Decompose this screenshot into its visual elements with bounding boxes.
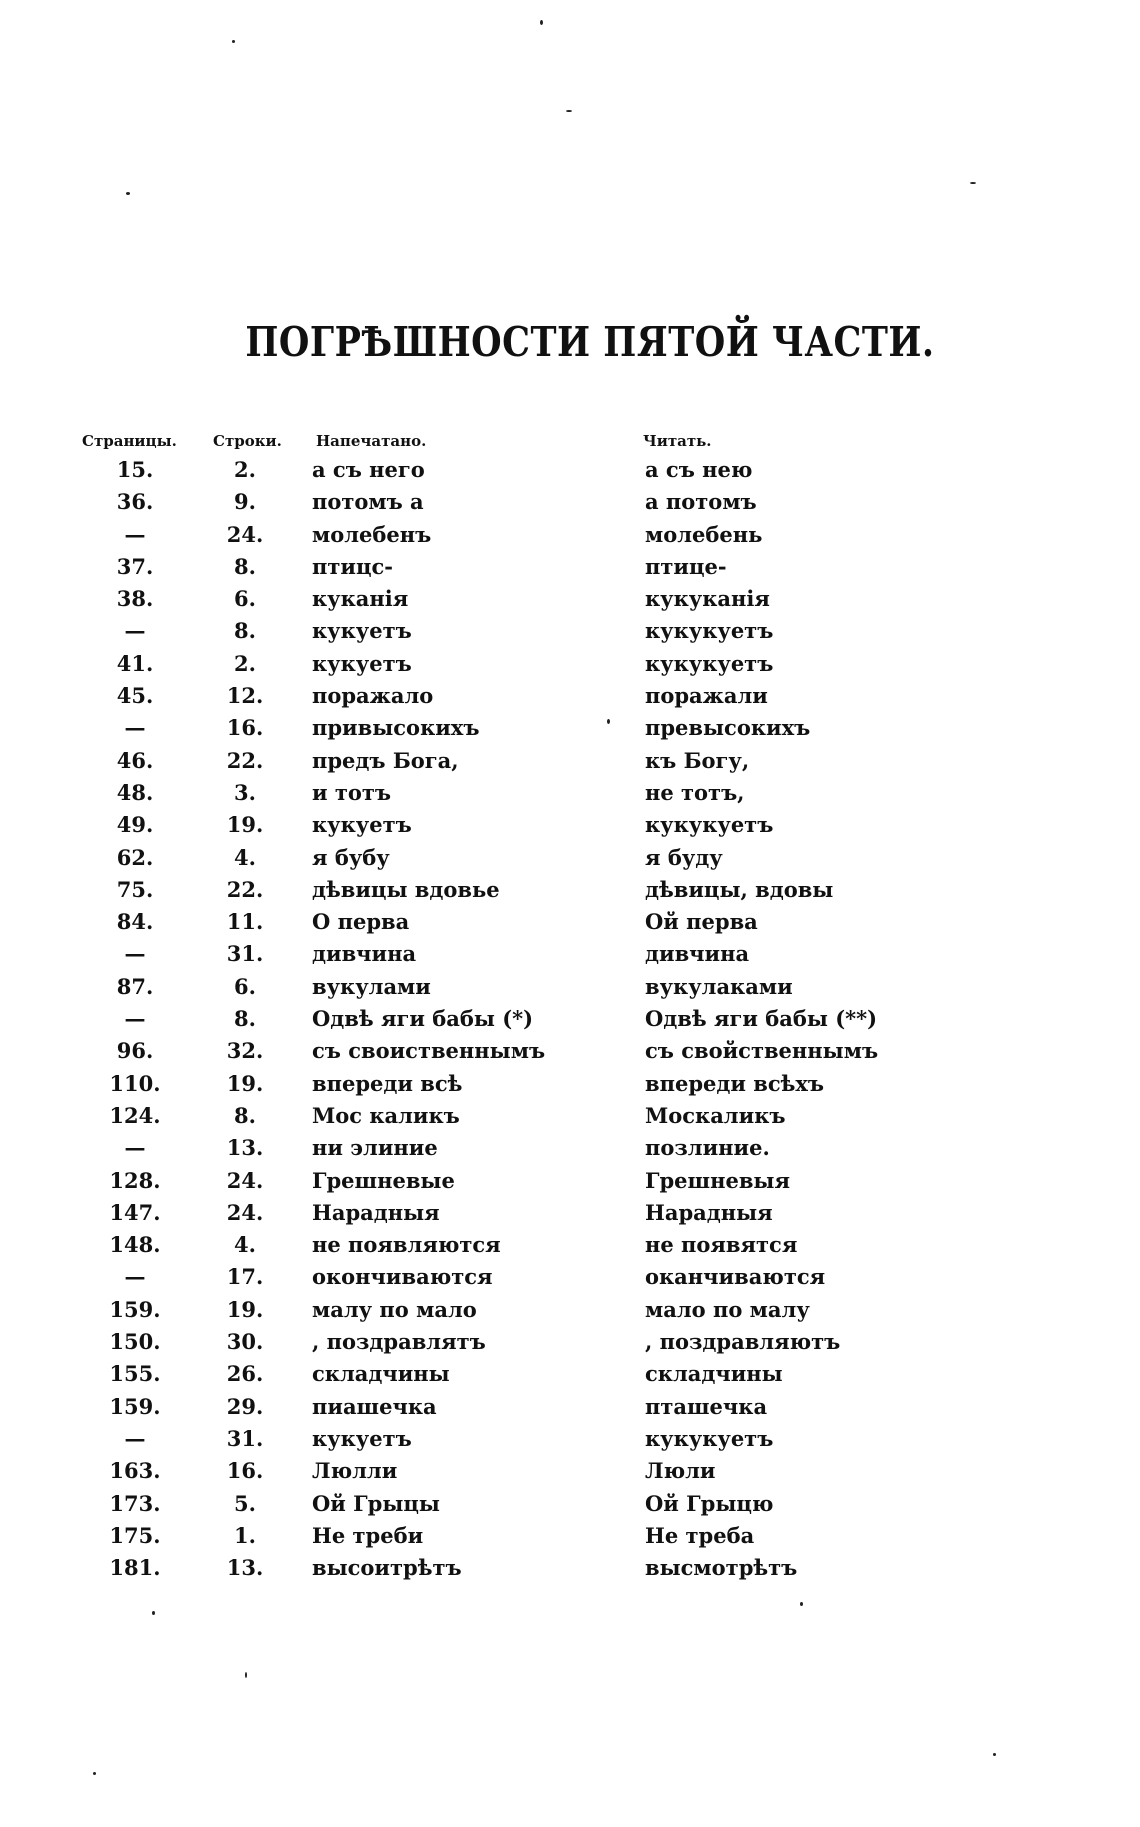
errata-printed-text: Одвѣ яги бабы (*) (312, 1006, 534, 1032)
errata-page-number: 15. (116, 457, 154, 482)
errata-correct-text: дѣвицы, вдовы (645, 876, 834, 902)
errata-row (0, 551, 1140, 583)
errata-printed-text: кукуетъ (312, 1425, 412, 1451)
errata-line-number: 19. (226, 812, 264, 838)
errata-line-number: 6. (234, 973, 256, 999)
print-speck (993, 1753, 996, 1756)
errata-line-number: 3. (234, 779, 256, 805)
errata-line-number: 13. (226, 1135, 264, 1161)
errata-row (0, 1197, 1140, 1229)
errata-printed-text: высоитрѣтъ (312, 1555, 462, 1581)
errata-correct-text: Грешневыя (645, 1167, 791, 1193)
errata-correct-text: позлиние. (645, 1135, 770, 1161)
errata-printed-text: дѣвицы вдовье (312, 876, 500, 902)
errata-line-number: 16. (226, 715, 264, 741)
errata-row (0, 519, 1140, 551)
errata-correct-text: кукукуетъ (645, 1425, 774, 1451)
errata-correct-text: кукукуетъ (645, 812, 774, 838)
errata-correct-text: птице- (645, 553, 727, 579)
errata-correct-text: съ свойственнымъ (645, 1038, 879, 1064)
errata-line-number: 9. (234, 489, 256, 515)
errata-correct-text: вукулаками (645, 973, 793, 999)
errata-page-number: 46. (116, 747, 154, 773)
errata-row (0, 1165, 1140, 1197)
errata-row (0, 1100, 1140, 1132)
errata-line-number: 16. (226, 1458, 264, 1484)
errata-correct-text: Москаликъ (645, 1102, 786, 1128)
errata-page-number: 96. (116, 1038, 154, 1064)
errata-correct-text: складчины (645, 1361, 783, 1387)
errata-printed-text: Грешневые (312, 1167, 455, 1193)
errata-printed-text: малу по мало (312, 1296, 477, 1322)
errata-row (0, 1552, 1140, 1584)
errata-row (0, 809, 1140, 841)
errata-printed-text: вукулами (312, 973, 431, 999)
errata-line-number: 2. (234, 457, 256, 482)
errata-page-number: 159. (109, 1296, 161, 1322)
errata-correct-text: Одвѣ яги бабы (**) (645, 1006, 878, 1032)
errata-printed-text: а съ него (312, 457, 425, 482)
page-title: ПОГРѢШНОСТИ ПЯТОЙ ЧАСТИ. (245, 318, 935, 367)
errata-page-number: 49. (116, 812, 154, 838)
errata-printed-text: птицс- (312, 553, 393, 579)
errata-page-number: 110. (109, 1070, 161, 1096)
errata-row (0, 1003, 1140, 1035)
errata-table (0, 454, 1140, 1584)
errata-line-number: 8. (234, 618, 256, 644)
print-speck (540, 20, 543, 25)
errata-correct-text: впереди всѣхъ (645, 1070, 825, 1096)
errata-line-number: 30. (226, 1329, 264, 1355)
column-header-line: Строки. (213, 432, 282, 450)
errata-page-number: 163. (109, 1458, 161, 1484)
errata-line-number: 11. (226, 909, 264, 935)
errata-correct-text: кукуканія (645, 586, 770, 612)
errata-correct-text: молебень (645, 521, 763, 547)
errata-row (0, 680, 1140, 712)
errata-line-number: 24. (226, 1199, 264, 1225)
errata-page-number: 155. (109, 1361, 161, 1387)
errata-page-number: 38. (116, 586, 154, 612)
errata-row (0, 1455, 1140, 1487)
errata-printed-text: привысокихъ (312, 715, 480, 741)
print-speck (800, 1602, 803, 1606)
errata-line-number: 31. (226, 941, 264, 967)
errata-page-number: 181. (109, 1555, 161, 1581)
errata-printed-text: кукуетъ (312, 812, 412, 838)
errata-row (0, 1326, 1140, 1358)
errata-printed-text: ни элиние (312, 1135, 438, 1161)
errata-correct-text: кукукуетъ (645, 618, 774, 644)
errata-printed-text: не появляются (312, 1232, 501, 1258)
errata-printed-text: поражало (312, 683, 434, 709)
errata-page-number: — (124, 1264, 146, 1290)
errata-line-number: 24. (226, 1167, 264, 1193)
errata-correct-text: не появятся (645, 1232, 798, 1258)
errata-line-number: 4. (234, 844, 256, 870)
errata-correct-text: высмотрѣтъ (645, 1555, 798, 1581)
print-speck (152, 1611, 155, 1615)
errata-row (0, 745, 1140, 777)
errata-page-number: 87. (116, 973, 154, 999)
errata-correct-text: кукукуетъ (645, 650, 774, 676)
errata-row (0, 486, 1140, 518)
errata-line-number: 1. (234, 1522, 256, 1548)
errata-line-number: 29. (226, 1393, 264, 1419)
errata-page-number: 175. (109, 1522, 161, 1548)
errata-correct-text: я буду (645, 844, 723, 870)
errata-row (0, 1035, 1140, 1067)
print-speck (232, 40, 235, 43)
errata-printed-text: Нарадныя (312, 1199, 440, 1225)
errata-printed-text: куканія (312, 586, 409, 612)
errata-row (0, 1520, 1140, 1552)
errata-printed-text: дивчина (312, 941, 417, 967)
errata-row (0, 648, 1140, 680)
errata-row (0, 1229, 1140, 1261)
column-header-page: Страницы. (82, 432, 177, 450)
errata-page-number: 48. (116, 779, 154, 805)
errata-printed-text: я бубу (312, 844, 390, 870)
print-speck (126, 192, 130, 195)
errata-line-number: 26. (226, 1361, 264, 1387)
errata-row (0, 712, 1140, 744)
errata-line-number: 31. (226, 1425, 264, 1451)
errata-page-number: 148. (109, 1232, 161, 1258)
errata-row (0, 1358, 1140, 1390)
errata-row (0, 1391, 1140, 1423)
errata-correct-text: не тотъ, (645, 779, 745, 805)
errata-line-number: 2. (234, 650, 256, 676)
errata-row (0, 583, 1140, 615)
errata-line-number: 19. (226, 1070, 264, 1096)
errata-printed-text: Мос каликъ (312, 1102, 460, 1128)
errata-correct-text: мало по малу (645, 1296, 810, 1322)
errata-printed-text: , поздравлятъ (312, 1329, 486, 1355)
errata-printed-text: Люлли (312, 1458, 398, 1484)
errata-row (0, 1132, 1140, 1164)
errata-page-number: 159. (109, 1393, 161, 1419)
errata-row (0, 454, 1140, 486)
print-speck (93, 1772, 96, 1775)
column-header-read: Читать. (643, 432, 712, 450)
errata-correct-text: Ой Грыцю (645, 1490, 774, 1516)
errata-printed-text: кукуетъ (312, 618, 412, 644)
errata-page-number: 36. (116, 489, 154, 515)
errata-page-number: — (124, 715, 146, 741)
errata-printed-text: и тотъ (312, 779, 392, 805)
column-header-printed: Напечатано. (316, 432, 427, 450)
errata-page-number: 45. (116, 683, 154, 709)
errata-page-number: 84. (116, 909, 154, 935)
errata-row (0, 1068, 1140, 1100)
errata-correct-text: оканчиваются (645, 1264, 826, 1290)
errata-row (0, 874, 1140, 906)
errata-line-number: 8. (234, 553, 256, 579)
errata-correct-text: Ой перва (645, 909, 758, 935)
errata-line-number: 22. (226, 876, 264, 902)
errata-row (0, 938, 1140, 970)
errata-line-number: 6. (234, 586, 256, 612)
errata-printed-text: складчины (312, 1361, 450, 1387)
errata-printed-text: О перва (312, 909, 410, 935)
errata-page-number: 75. (116, 876, 154, 902)
errata-page-number: 124. (109, 1102, 161, 1128)
errata-page-number: — (124, 1135, 146, 1161)
errata-correct-text: а потомъ (645, 489, 757, 515)
errata-line-number: 19. (226, 1296, 264, 1322)
errata-row (0, 1423, 1140, 1455)
errata-line-number: 8. (234, 1006, 256, 1032)
errata-line-number: 13. (226, 1555, 264, 1581)
errata-row (0, 615, 1140, 647)
errata-printed-text: молебенъ (312, 521, 432, 547)
errata-correct-text: а съ нею (645, 457, 753, 482)
errata-page-number: 173. (109, 1490, 161, 1516)
errata-row (0, 777, 1140, 809)
errata-page-number: 62. (116, 844, 154, 870)
errata-printed-text: кукуетъ (312, 650, 412, 676)
errata-row (0, 1261, 1140, 1293)
errata-printed-text: пиашечка (312, 1393, 437, 1419)
errata-line-number: 8. (234, 1102, 256, 1128)
errata-line-number: 32. (226, 1038, 264, 1064)
errata-correct-text: поражали (645, 683, 768, 709)
print-speck (566, 110, 572, 112)
errata-page-number: 37. (116, 553, 154, 579)
errata-line-number: 17. (226, 1264, 264, 1290)
errata-printed-text: Не треби (312, 1522, 424, 1548)
errata-correct-text: , поздравляютъ (645, 1329, 841, 1355)
errata-page-number: 128. (109, 1167, 161, 1193)
errata-printed-text: Ой Грыцы (312, 1490, 440, 1516)
errata-line-number: 4. (234, 1232, 256, 1258)
errata-correct-text: Люли (645, 1458, 716, 1484)
errata-printed-text: окончиваются (312, 1264, 493, 1290)
errata-page-number: — (124, 1425, 146, 1451)
errata-correct-text: дивчина (645, 941, 750, 967)
errata-page-number: — (124, 618, 146, 644)
errata-row (0, 1294, 1140, 1326)
errata-page-number: 150. (109, 1329, 161, 1355)
errata-printed-text: потомъ а (312, 489, 424, 515)
errata-page-number: — (124, 521, 146, 547)
errata-printed-text: съ своиственнымъ (312, 1038, 546, 1064)
errata-row (0, 842, 1140, 874)
errata-page-number: 147. (109, 1199, 161, 1225)
errata-page-number: 41. (116, 650, 154, 676)
errata-printed-text: впереди всѣ (312, 1070, 463, 1096)
print-speck (607, 719, 610, 724)
errata-page-number: — (124, 941, 146, 967)
errata-line-number: 24. (226, 521, 264, 547)
print-speck (245, 1672, 247, 1678)
errata-line-number: 5. (234, 1490, 256, 1516)
errata-row (0, 1488, 1140, 1520)
errata-row (0, 971, 1140, 1003)
errata-line-number: 22. (226, 747, 264, 773)
errata-printed-text: предъ Бога, (312, 747, 459, 773)
errata-row (0, 906, 1140, 938)
errata-line-number: 12. (226, 683, 264, 709)
errata-correct-text: пташечка (645, 1393, 768, 1419)
errata-correct-text: къ Богу, (645, 747, 750, 773)
errata-page-number: — (124, 1006, 146, 1032)
errata-correct-text: превысокихъ (645, 715, 811, 741)
print-speck (970, 182, 976, 184)
errata-correct-text: Нарадныя (645, 1199, 773, 1225)
errata-correct-text: Не треба (645, 1522, 755, 1548)
